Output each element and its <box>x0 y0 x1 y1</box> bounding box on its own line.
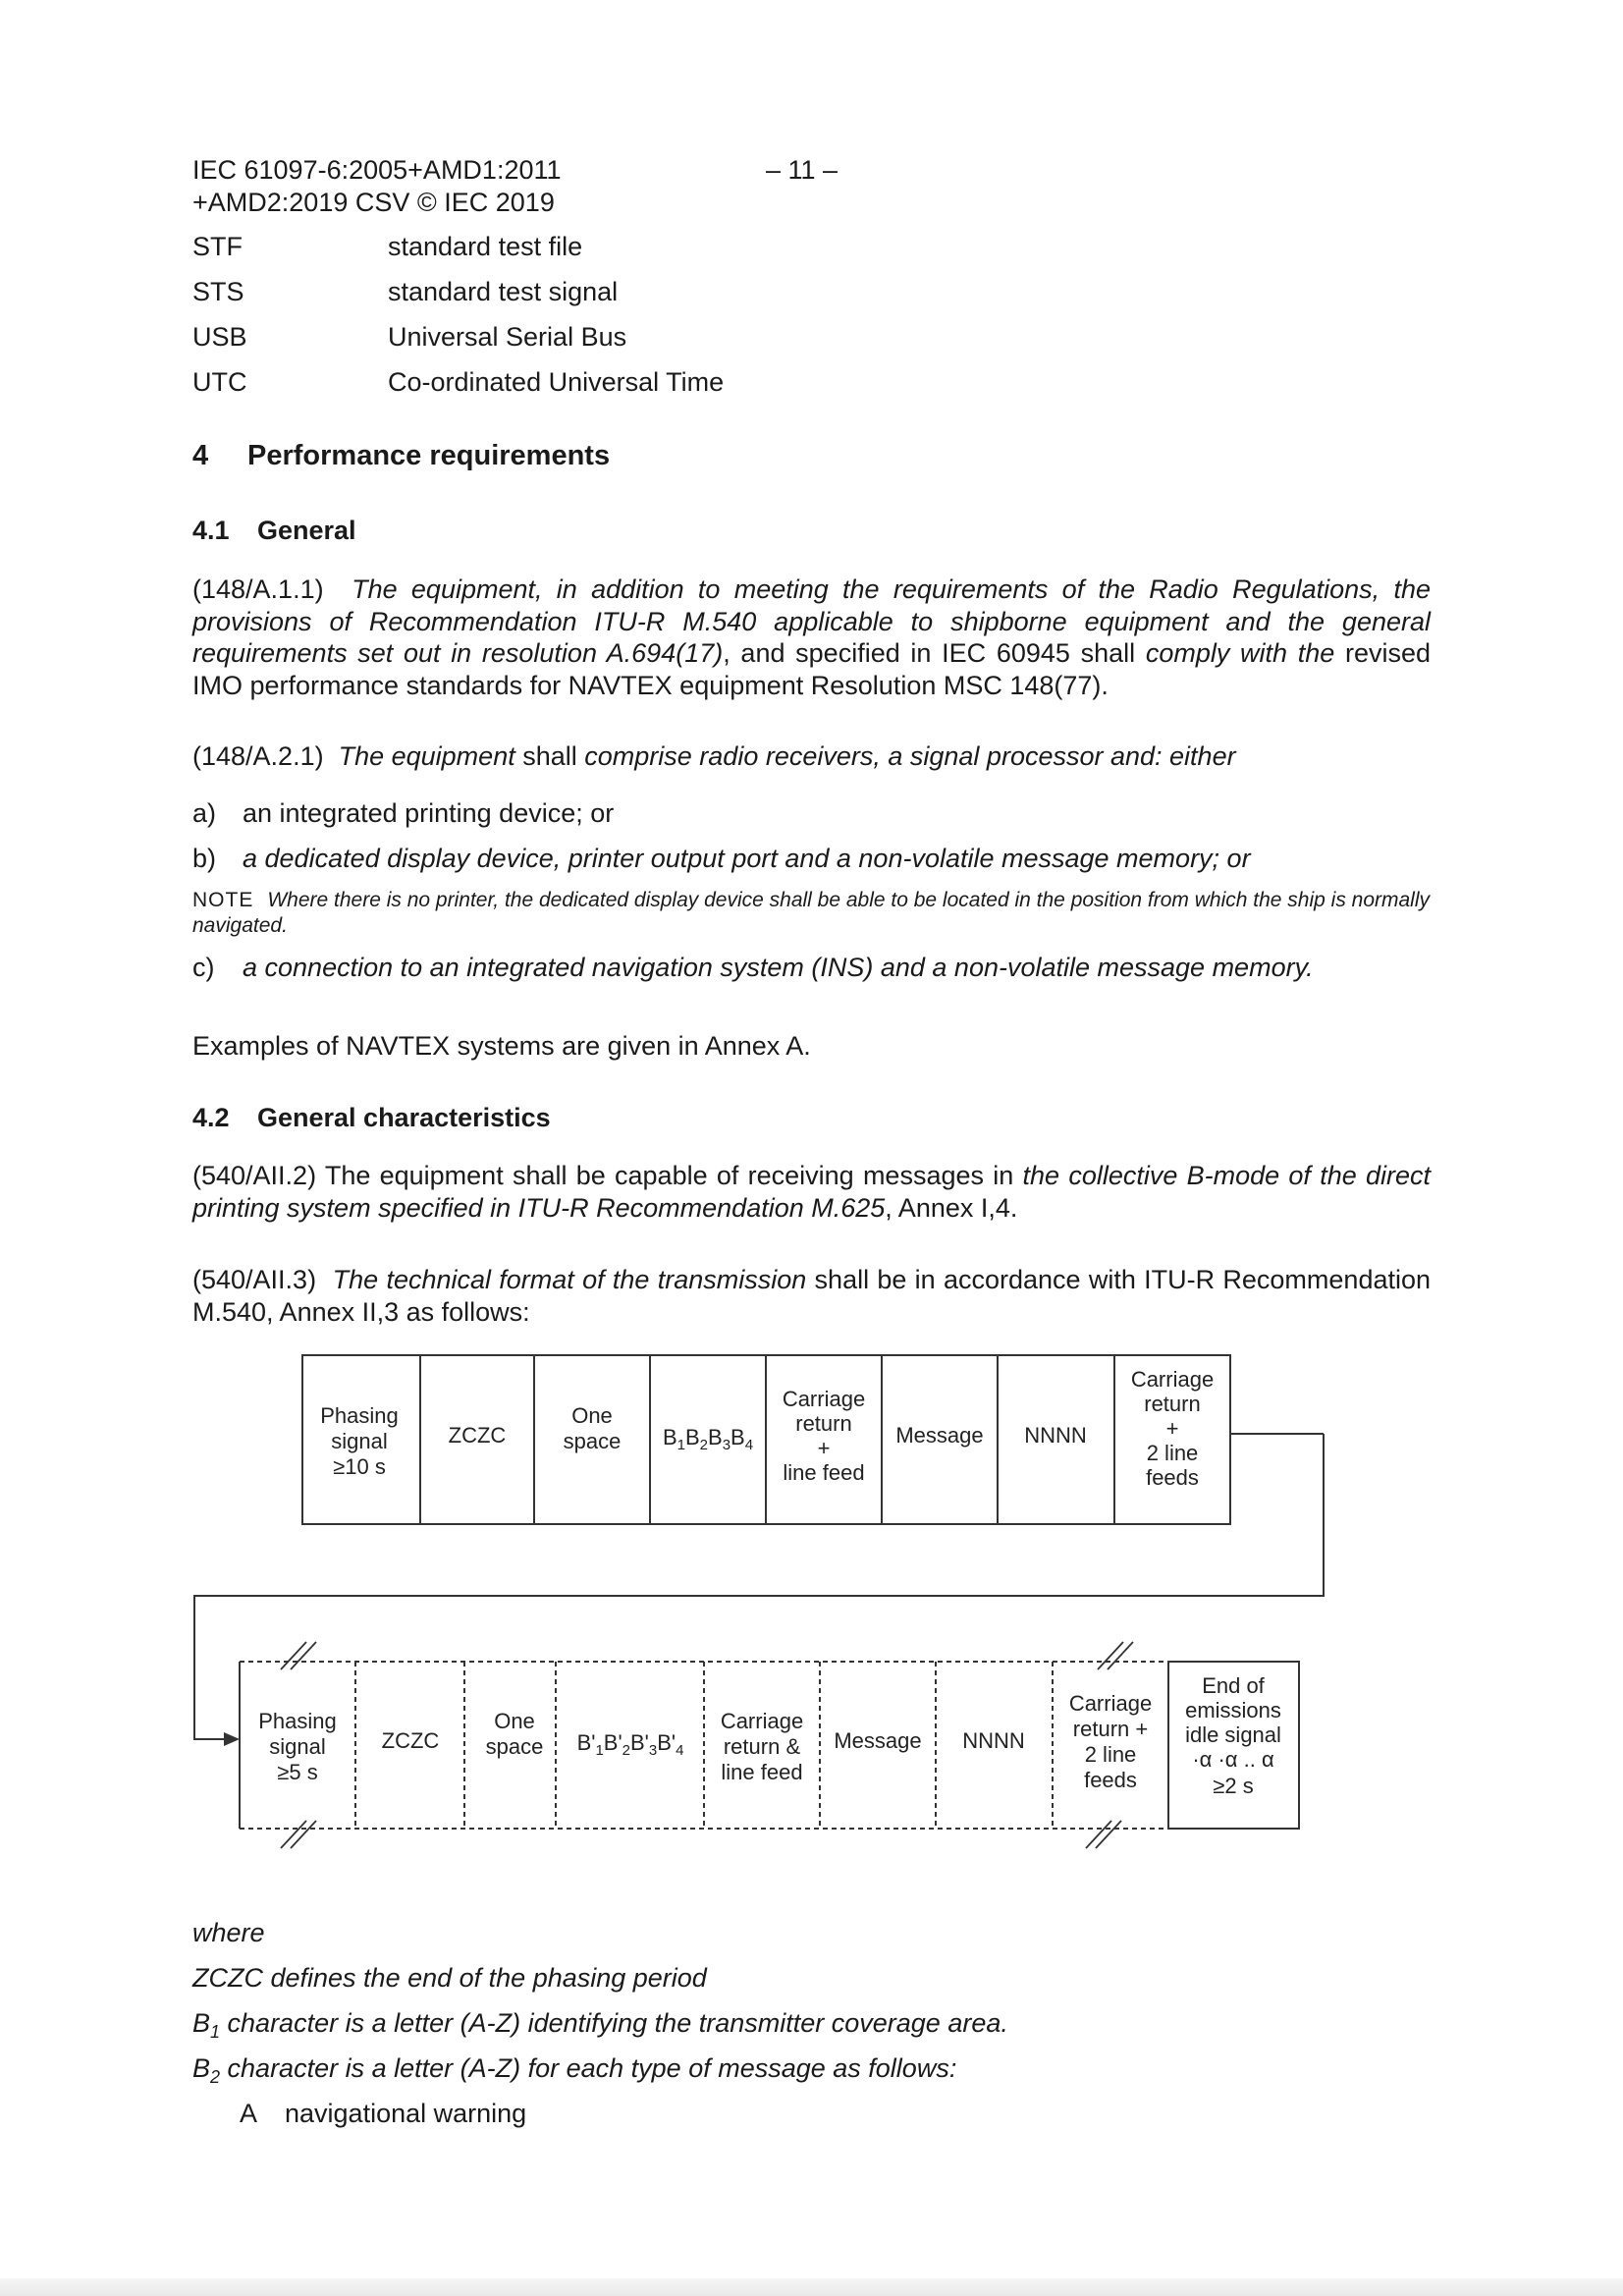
end-of-emissions-label: End of <box>1202 1673 1265 1698</box>
requirement-ref: (148/A.2.1) <box>192 741 324 771</box>
paragraph-text: revised IMO performance standards for NAVTEX equipment Resolution MSC 148(77). <box>192 638 1431 700</box>
section-number: 4 <box>192 440 209 471</box>
paragraph-text: shall be in accordance with ITU-R Recommendation M.540, Annex II,3 as follows: <box>192 1265 1432 1327</box>
message-type-text: navigational warning <box>285 2099 527 2128</box>
zczc-label: ZCZC <box>381 1728 440 1753</box>
zczc-definition: ZCZC defines the end of the phasing period <box>192 1963 707 1993</box>
requirement-ref: (540/AII.2) <box>192 1161 317 1190</box>
abbreviation-term: USB <box>192 322 247 352</box>
nnnn-label: NNNN <box>962 1728 1025 1753</box>
carriage-return-2lf-label: feeds <box>1084 1768 1137 1792</box>
b1-definition <box>192 2007 1008 2048</box>
end-of-emissions-label: ·α ·α .. α <box>1192 1747 1274 1772</box>
paragraph-text: the collective B-mode of the direct printing system specified in ITU-R Recommendation M.625 <box>192 1161 1432 1223</box>
phasing-label: ≥10 s <box>333 1454 386 1479</box>
carriage-return-2lf-label: feeds <box>1146 1465 1199 1490</box>
doc-id-line-2: +AMD2:2019 CSV © IEC 2019 <box>192 188 555 217</box>
b1-text: character is a letter (A-Z) identifying the transmitter coverage area. <box>220 2008 1008 2038</box>
abbreviation-term: STF <box>192 232 243 261</box>
b-prime-codes-label: $B'_1B'_2B'_3B'_4$ <box>576 1730 684 1759</box>
phasing-label: ≥5 s <box>277 1760 318 1784</box>
end-of-emissions-label: emissions <box>1185 1698 1281 1722</box>
carriage-return-label: Carriage <box>720 1709 804 1733</box>
carriage-return-label: line feed <box>721 1760 803 1784</box>
message-type-code: A <box>240 2099 258 2128</box>
section-title: General <box>257 516 356 545</box>
paragraph-text: comprise radio receivers, a signal processor and: either <box>584 741 1236 771</box>
paragraph-text: The technical format of the transmission <box>332 1265 807 1294</box>
message-label: Message <box>895 1423 984 1448</box>
carriage-return-label: return & <box>723 1734 801 1759</box>
b-codes-label: $B_1B_2B_3B_4$ <box>662 1425 754 1453</box>
b1-letter: B <box>192 2008 211 2038</box>
doc-id-line-1: IEC 61097-6:2005+AMD1:2011 <box>192 155 562 185</box>
b1-subscript: 1 <box>210 2022 221 2042</box>
phasing-label: Phasing <box>320 1403 399 1428</box>
abbreviation-definition: Universal Serial Bus <box>388 322 627 352</box>
one-space-label: One <box>494 1709 535 1733</box>
list-label: b) <box>192 844 217 873</box>
phasing-label: Phasing <box>258 1709 337 1733</box>
end-of-emissions-label: idle signal <box>1185 1722 1281 1747</box>
b2-subscript: 2 <box>210 2067 221 2087</box>
list-label: c) <box>192 953 215 982</box>
section-number: 4.1 <box>192 516 230 545</box>
paragraph-text: The equipment <box>338 741 515 771</box>
carriage-return-2lf-label: 2 line <box>1084 1742 1137 1767</box>
paragraph-text: , and specified in IEC 60945 shall <box>723 638 1146 668</box>
paragraph-text: comply with the <box>1145 638 1335 668</box>
abbreviation-term: UTC <box>192 367 247 397</box>
carriage-return-2lf-label: return <box>1144 1392 1201 1416</box>
carriage-return-label: Carriage <box>782 1387 866 1411</box>
abbreviation-definition: standard test signal <box>388 277 619 306</box>
section-number: 4.2 <box>192 1103 230 1132</box>
b2-letter: B <box>192 2053 211 2083</box>
b2-text: character is a letter (A-Z) for each type of message as follows: <box>220 2053 957 2083</box>
where-label: where <box>192 1918 265 1947</box>
carriage-return-label: + <box>817 1436 831 1460</box>
paragraph-text: The equipment shall be capable of receiving messages in <box>316 1161 1023 1190</box>
list-label: a) <box>192 798 217 828</box>
end-of-emissions-label: ≥2 s <box>1213 1774 1254 1798</box>
carriage-return-label: line feed <box>783 1460 865 1485</box>
nnnn-label: NNNN <box>1024 1423 1087 1448</box>
carriage-return-2lf-label: 2 line <box>1146 1441 1199 1465</box>
carriage-return-2lf-label: + <box>1165 1416 1179 1441</box>
one-space-label: One <box>571 1403 613 1428</box>
carriage-return-label: return <box>795 1411 852 1436</box>
carriage-return-2lf-label: Carriage <box>1130 1367 1215 1392</box>
message-label: Message <box>834 1728 922 1753</box>
list-text: a dedicated display device, printer output port and a non-volatile message memory; or <box>243 844 1251 873</box>
paragraph-text: The equipment, in addition to meeting the requirements of the Radio Regulations, the provisions of Recommendation ITU-R M.540 applicable to shipborne equipment and the general requirements set out in resolution A.694(17) <box>192 574 1431 668</box>
arrowhead <box>224 1732 240 1746</box>
b2-definition <box>192 2052 956 2093</box>
section-title: General characteristics <box>257 1103 551 1132</box>
list-text: an integrated printing device; or <box>243 798 615 828</box>
carriage-return-2lf-label: Carriage <box>1068 1691 1153 1716</box>
paragraph-text: , Annex I,4. <box>885 1192 1018 1223</box>
one-space-label: space <box>563 1429 622 1453</box>
list-text: a connection to an integrated navigation system (INS) and a non-volatile message memory. <box>243 953 1314 982</box>
requirement-ref: (540/AII.3) <box>192 1265 317 1294</box>
page-edge <box>0 2278 1623 2296</box>
carriage-return-2lf-label: return + <box>1072 1717 1149 1741</box>
note-text: Where there is no printer, the dedicated display device shall be able to be located in the position from which the ship is normally navigated. <box>192 889 1431 937</box>
examples-text: Examples of NAVTEX systems are given in Annex A. <box>192 1031 811 1061</box>
abbreviation-definition: standard test file <box>388 232 583 261</box>
phasing-label: signal <box>331 1429 388 1453</box>
section-title: Performance requirements <box>247 440 611 471</box>
requirement-ref: (148/A.1.1) <box>192 574 324 604</box>
paragraph-text: shall <box>514 741 585 771</box>
message-type-a <box>240 2098 526 2129</box>
page-number: – 11 – <box>766 155 839 185</box>
abbreviation-term: STS <box>192 277 244 306</box>
zczc-label: ZCZC <box>448 1423 507 1448</box>
phasing-label: signal <box>269 1734 326 1759</box>
abbreviation-definition: Co-ordinated Universal Time <box>388 367 725 397</box>
note-label: NOTE <box>192 889 254 911</box>
one-space-label: space <box>485 1734 544 1759</box>
